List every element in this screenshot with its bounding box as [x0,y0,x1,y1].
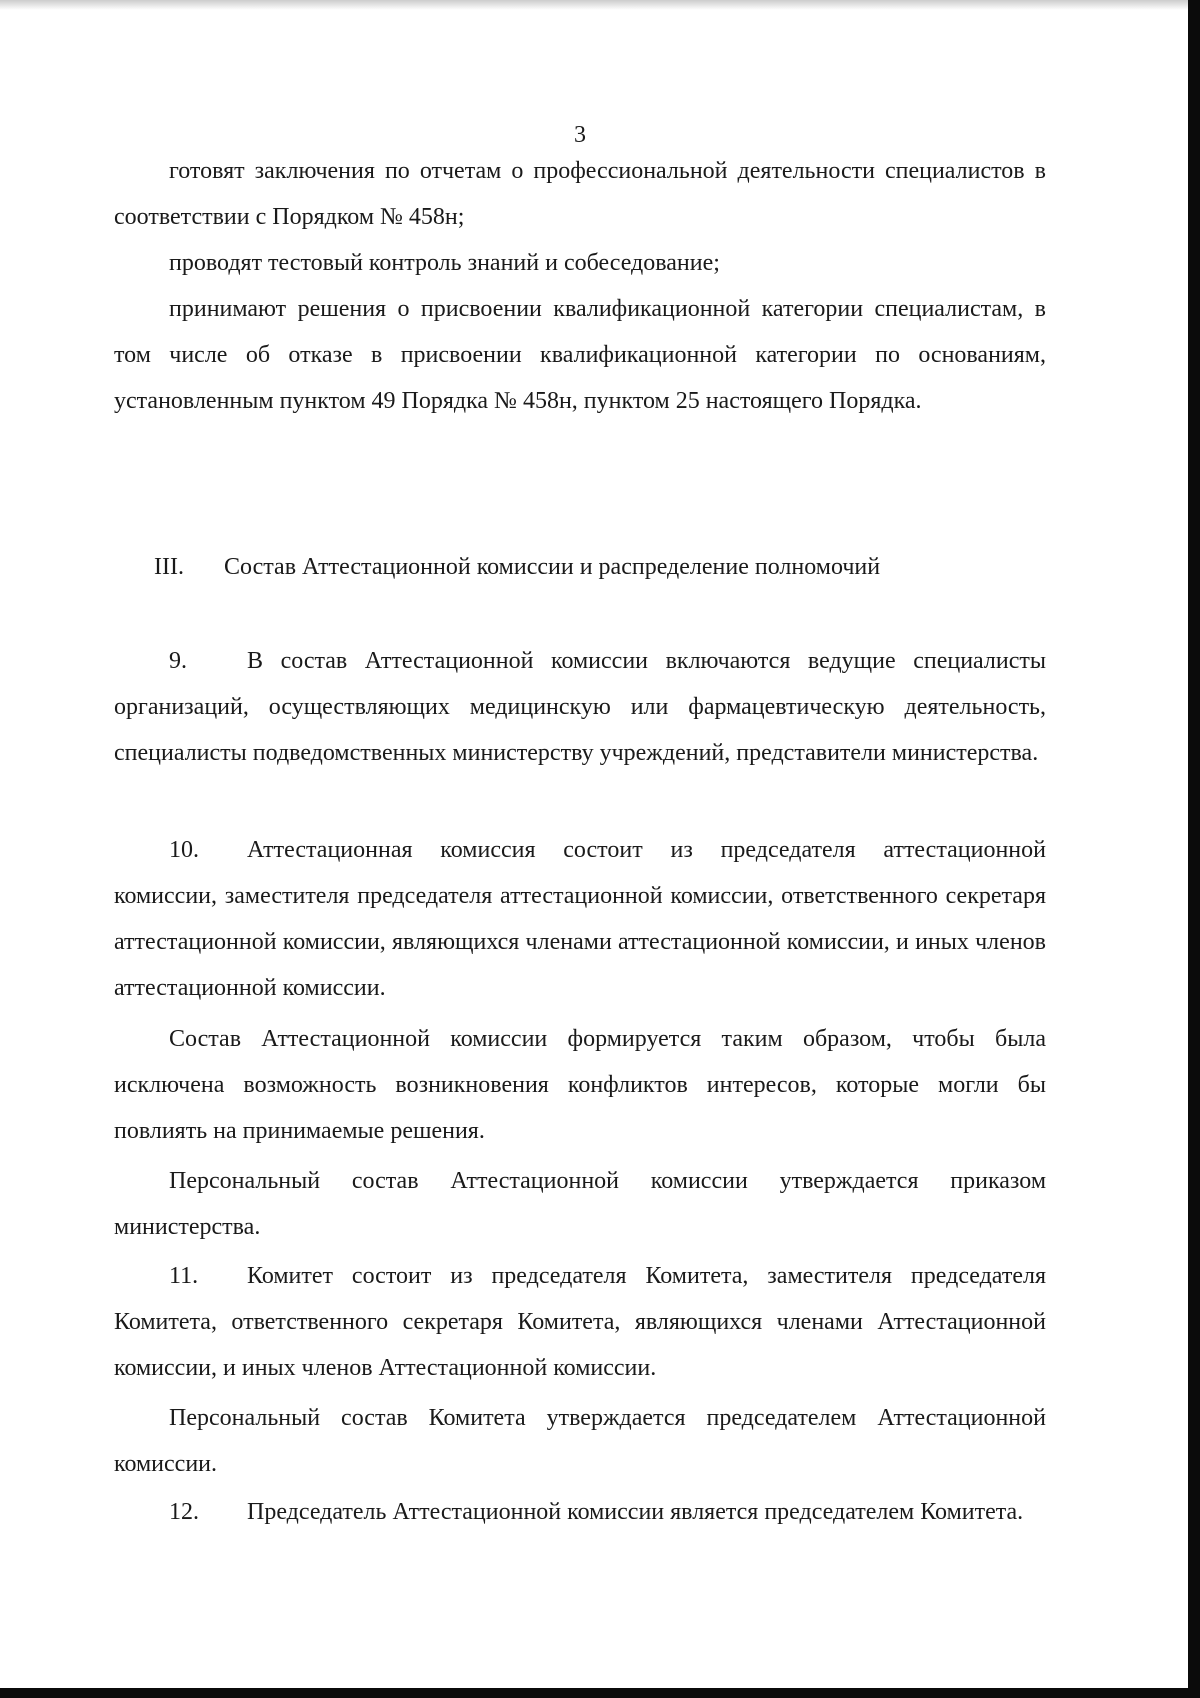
paragraph-10-text: Аттестационная комиссия состоит из председателя аттестационной комиссии, заместителя председателя аттестационной комиссии, ответственного секретаря аттестационной комиссии, являющихся членами аттестационной комиссии, и иных членов аттестационной комиссии. [114,837,1046,1001]
paragraph-testing: проводят тестовый контроль знаний и собеседование; [169,250,720,276]
paragraph-12-text: Председатель Аттестационной комиссии является председателем Комитета. [247,1499,1024,1525]
paragraph-9-text: В состав Аттестационной комиссии включаются ведущие специалисты организаций, осуществляющих медицинскую или фармацевтическую деятельность, специалисты подведомственных министерству учреждений, представители министерства. [114,648,1046,766]
paragraph-9 [114,638,1046,776]
paragraph-11-number: 11. [169,1263,199,1289]
paragraph-10-personnel: Персональный состав Аттестационной комиссии утверждается приказом министерства. [114,1168,1046,1240]
paragraph-11 [114,1253,1046,1391]
paragraph-11-text: Комитет состоит из председателя Комитета, заместителя председателя Комитета, ответственного секретаря Комитета, являющихся членами Аттестационной комиссии, и иных членов Аттестационной комиссии. [114,1263,1046,1381]
section-number: III. [154,554,184,580]
paragraph-10-number: 10. [169,837,199,863]
paragraph-11-personnel: Персональный состав Комитета утверждается председателем Аттестационной комиссии. [114,1405,1046,1477]
section-title: Состав Аттестационной комиссии и распределение полномочий [224,554,881,580]
section-heading [154,552,1054,582]
paragraph-9-number: 9. [169,648,187,674]
scan-edge-right [1188,0,1200,1698]
scan-top-noise [0,0,1200,10]
paragraph-12 [114,1489,1046,1535]
paragraph-10-composition: Состав Аттестационной комиссии формируется таким образом, чтобы была исключена возможность возникновения конфликтов интересов, которые могли бы повлиять на принимаемые решения. [114,1026,1046,1144]
paragraph-12-number: 12. [169,1499,199,1525]
page-number: 3 [574,122,586,148]
paragraph-decisions: принимают решения о присвоении квалификационной категории специалистам, в том числе об отказе в присвоении квалификационной категории по основаниям, установленным пунктом 49 Порядка № 458н, пунктом 25 настоящего Порядка. [114,296,1046,414]
paragraph-conclusions: готовят заключения по отчетам о профессиональной деятельности специалистов в соответствии с Порядком № 458н; [114,158,1046,230]
scan-edge-bottom [0,1688,1200,1698]
paragraph-10 [114,827,1046,1011]
